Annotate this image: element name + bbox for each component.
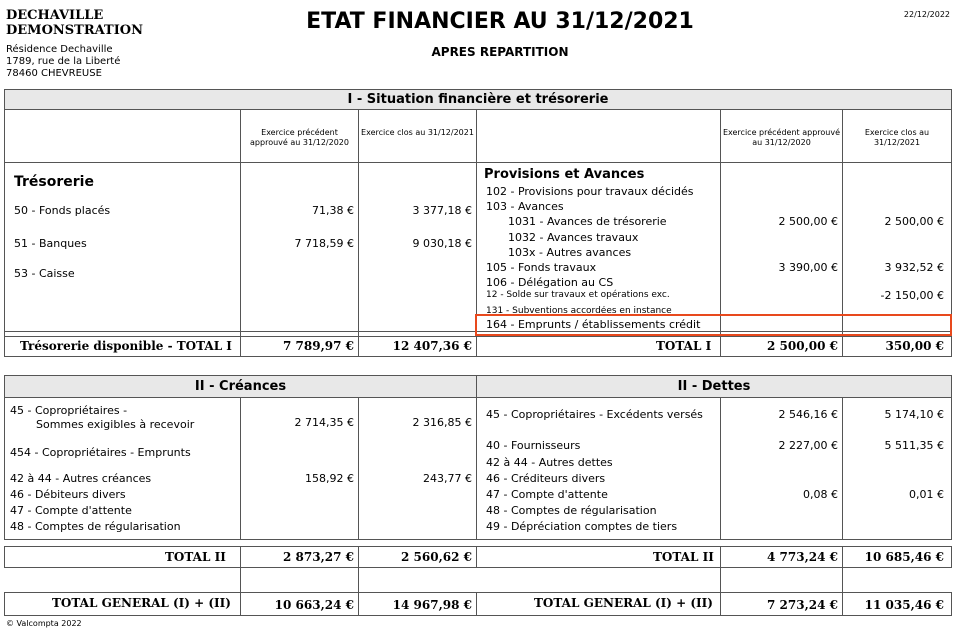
page-subtitle: APRES REPARTITION <box>431 45 569 59</box>
s2-vline-center <box>476 375 477 540</box>
sp-vline-4 <box>720 568 721 592</box>
s1-col-prev-right: Exercice précédent approuvé au 31/12/2020 <box>722 128 841 147</box>
prov-row-prev: 3 390,00 € <box>778 261 838 274</box>
treso-row-curr: 9 030,18 € <box>412 237 472 250</box>
section2-title-rule <box>4 397 952 398</box>
company-name-line2: DEMONSTRATION <box>6 23 143 38</box>
creance-row-curr: 2 316,85 € <box>412 416 472 429</box>
general-total-prev-right: 7 273,24 € <box>767 598 838 612</box>
s1-vline-2 <box>358 109 359 357</box>
sp-vline-2 <box>358 568 359 592</box>
provisions-total-label: TOTAL I <box>656 339 712 353</box>
s1-col-curr-right: Exercice clos au 31/12/2021 <box>864 128 930 147</box>
creances-total-curr: 2 560,62 € <box>401 550 472 564</box>
dette-row-curr: 5 511,35 € <box>884 439 944 452</box>
dette-row-prev: 0,08 € <box>803 488 838 501</box>
prov-row-curr: 2 500,00 € <box>884 215 944 228</box>
general-total-prev-left: 10 663,24 € <box>274 598 354 612</box>
treso-total-prev: 7 789,97 € <box>283 339 354 353</box>
section1-title: I - Situation financière et trésorerie <box>347 92 609 107</box>
s1-col-prev-left: Exercice précédent approuvé au 31/12/2020 <box>250 128 349 147</box>
prov-row-label: 102 - Provisions pour travaux décidés <box>486 185 694 198</box>
print-date: 22/12/2022 <box>903 10 950 19</box>
dette-row-label: 47 - Compte d'attente <box>486 488 608 501</box>
dette-row-curr: 0,01 € <box>909 488 944 501</box>
sp-vline-5 <box>842 568 843 592</box>
prov-row-label: 131 - Subventions accordées en instance <box>486 306 672 314</box>
company-address-2: 1789, rue de la Liberté <box>6 56 121 67</box>
highlight-box <box>475 314 952 336</box>
treso-total-label: Trésorerie disponible - TOTAL I <box>20 339 232 353</box>
treso-row-prev: 7 718,59 € <box>294 237 354 250</box>
dettes-total-label: TOTAL II <box>653 550 714 564</box>
creance-row-label: 48 - Comptes de régularisation <box>10 520 181 533</box>
dette-row-label: 42 à 44 - Autres dettes <box>486 456 613 469</box>
prov-row-label: 1031 - Avances de trésorerie <box>508 215 667 228</box>
company-name-line1: DECHAVILLE <box>6 8 104 23</box>
section1-title-rule <box>4 109 952 110</box>
dette-row-label: 46 - Créditeurs divers <box>486 472 606 485</box>
creances-total-prev: 2 873,27 € <box>283 550 354 564</box>
dettes-total-curr: 10 685,46 € <box>864 550 944 564</box>
prov-row-curr: -2 150,00 € <box>880 289 944 302</box>
creance-row-prev: 158,92 € <box>305 472 354 485</box>
treso-row-label: 51 - Banques <box>14 237 87 250</box>
dette-row-curr: 5 174,10 € <box>884 408 944 421</box>
dette-row-label: 48 - Comptes de régularisation <box>486 504 657 517</box>
treso-row-label: 50 - Fonds placés <box>14 204 111 217</box>
provisions-heading: Provisions et Avances <box>484 167 645 182</box>
treso-total-curr: 12 407,36 € <box>392 339 472 353</box>
creance-row-label: 45 - Copropriétaires - <box>10 404 128 417</box>
creance-row-label: 47 - Compte d'attente <box>10 504 132 517</box>
prov-row-prev: 2 500,00 € <box>778 215 838 228</box>
creance-row-label: Sommes exigibles à recevoir <box>36 418 195 431</box>
section1-total-rule <box>4 336 952 337</box>
page-title: ETAT FINANCIER AU 31/12/2021 <box>306 9 694 34</box>
creances-title: II - Créances <box>194 379 287 394</box>
prov-row-label: 106 - Délégation au CS <box>486 276 614 289</box>
dette-row-prev: 2 546,16 € <box>778 408 838 421</box>
treso-row-prev: 71,38 € <box>312 204 354 217</box>
prov-row-curr: 3 932,52 € <box>884 261 944 274</box>
dettes-title: II - Dettes <box>677 379 751 394</box>
footer-copyright: © Valcompta 2022 <box>6 619 82 628</box>
dette-row-label: 49 - Dépréciation comptes de tiers <box>486 520 678 533</box>
dette-row-label: 40 - Fournisseurs <box>486 439 581 452</box>
treso-row-curr: 3 377,18 € <box>412 204 472 217</box>
prov-row-label: 12 - Solde sur travaux et opérations exc. <box>486 290 670 300</box>
g-vline-3 <box>476 592 477 616</box>
creance-row-label: 42 à 44 - Autres créances <box>10 472 152 485</box>
company-address-1: Résidence Dechaville <box>6 44 113 55</box>
general-total-curr-left: 14 967,98 € <box>392 598 472 612</box>
creance-row-prev: 2 714,35 € <box>294 416 354 429</box>
treso-row-label: 53 - Caisse <box>14 267 75 280</box>
provisions-total-prev: 2 500,00 € <box>767 339 838 353</box>
provisions-total-curr: 350,00 € <box>885 339 944 353</box>
dette-row-prev: 2 227,00 € <box>778 439 838 452</box>
t2-vline-3 <box>476 546 477 568</box>
creance-row-label: 454 - Copropriétaires - Emprunts <box>10 446 191 459</box>
prov-row-label: 103 - Avances <box>486 200 564 213</box>
creance-row-curr: 243,77 € <box>423 472 472 485</box>
dettes-total-prev: 4 773,24 € <box>767 550 838 564</box>
general-total-label-left: TOTAL GENERAL (I) + (II) <box>52 596 231 610</box>
prov-row-label: 164 - Emprunts / établissements crédit <box>486 318 701 331</box>
prov-row-label: 103x - Autres avances <box>508 246 632 259</box>
general-total-curr-right: 11 035,46 € <box>864 598 944 612</box>
prov-row-label: 1032 - Avances travaux <box>508 231 639 244</box>
creance-row-label: 46 - Débiteurs divers <box>10 488 126 501</box>
creances-total-label: TOTAL II <box>165 550 226 564</box>
tresorerie-heading: Trésorerie <box>14 174 94 190</box>
general-total-label-right: TOTAL GENERAL (I) + (II) <box>534 596 713 610</box>
dette-row-label: 45 - Copropriétaires - Excédents versés <box>486 408 703 421</box>
prov-row-label: 105 - Fonds travaux <box>486 261 597 274</box>
section1-header-rule <box>4 162 952 163</box>
company-address-3: 78460 CHEVREUSE <box>6 68 102 79</box>
s1-col-curr-left: Exercice clos au 31/12/2021 <box>361 128 474 137</box>
sp-vline-1 <box>240 568 241 592</box>
